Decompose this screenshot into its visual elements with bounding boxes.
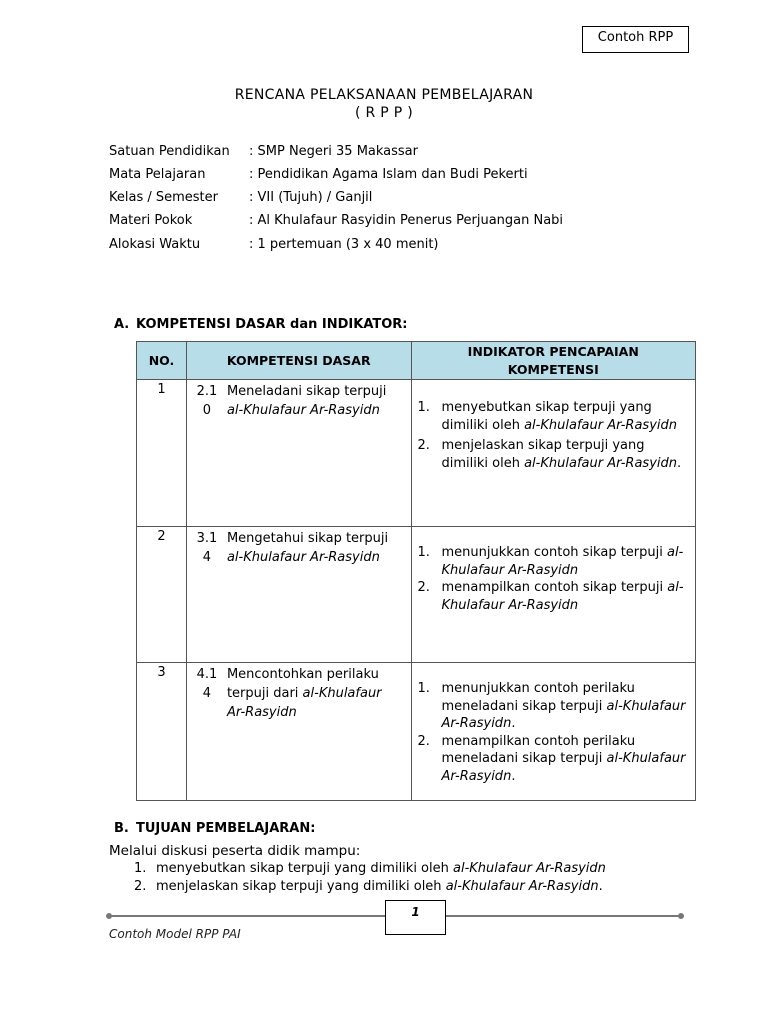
document-title: RENCANA PELAKSANAAN PEMBELAJARAN <box>234 87 534 103</box>
section-b-number: B. <box>114 821 129 836</box>
identity-value: : VII (Tujuh) / Ganjil <box>249 190 373 205</box>
kd-text: Mengetahui sikap terpuji al-Khulafaur Ar-Rasyidn <box>226 531 389 565</box>
identity-value: : SMP Negeri 35 Makassar <box>249 144 418 159</box>
section-b-intro: Melalui diskusi peserta didik mampu: <box>109 843 361 859</box>
header-indicator <box>411 342 695 380</box>
row-number: 2 <box>137 527 187 663</box>
identity-label: Materi Pokok <box>109 213 193 228</box>
kd-text: Meneladani sikap terpuji al-Khulafaur Ar-Rasyidn <box>226 384 387 418</box>
kd-code: 4.1 4 <box>196 667 218 701</box>
kd-code: 2.1 0 <box>196 384 218 418</box>
indicator-item: 1. menyebutkan sikap terpuji yang dimiliki oleh al-Khulafaur Ar-Rasyidn <box>417 400 677 433</box>
indicator-item: 1. menunjukkan contoh sikap terpuji al-Khulafaur Ar-Rasyidn <box>417 545 684 578</box>
identity-label: Mata Pelajaran <box>109 167 206 182</box>
section-b-title: TUJUAN PEMBELAJARAN: <box>136 821 316 836</box>
indicator-cell <box>411 380 695 527</box>
identity-label: Satuan Pendidikan <box>109 144 230 159</box>
kd-code: 3.1 4 <box>196 531 218 565</box>
table-row <box>137 380 696 527</box>
footer-text: Contoh Model RPP PAI <box>109 927 241 941</box>
header-no: NO. <box>137 342 187 380</box>
section-b-heading <box>114 821 315 836</box>
indicator-item: 2. menampilkan contoh perilaku meneladani sikap terpuji al-Khulafaur Ar-Rasyidn. <box>417 733 686 784</box>
objective-item: 2. menjelaskan sikap terpuji yang dimiliki oleh al-Khulafaur Ar-Rasyidn. <box>134 879 603 894</box>
objective-item: 1. menyebutkan sikap terpuji yang dimiliki oleh al-Khulafaur Ar-Rasyidn <box>134 861 606 876</box>
identity-label: Kelas / Semester <box>109 190 218 205</box>
kd-cell <box>186 663 411 801</box>
kd-cell <box>186 527 411 663</box>
section-a-number: A. <box>114 317 130 332</box>
kd-cell <box>186 380 411 527</box>
indicator-item: 2. menjelaskan sikap terpuji yang dimiliki oleh al-Khulafaur Ar-Rasyidn. <box>417 438 682 471</box>
identity-value: : Al Khulafaur Rasyidin Penerus Perjuangan Nabi <box>249 213 564 228</box>
identity-label: Alokasi Waktu <box>109 237 201 252</box>
indicator-cell <box>411 527 695 663</box>
document-tag: Contoh RPP <box>582 26 689 53</box>
table-header-row <box>137 342 696 380</box>
indicator-cell <box>411 663 695 801</box>
identity-value: : 1 pertemuan (3 x 40 menit) <box>249 237 439 252</box>
table-row <box>137 527 696 663</box>
footer-rule-left-dot <box>106 913 112 919</box>
competency-table <box>136 341 696 801</box>
header-kd: KOMPETENSI DASAR <box>186 342 411 380</box>
footer-rule-right-dot <box>678 913 684 919</box>
section-a-title: KOMPETENSI DASAR dan INDIKATOR: <box>136 317 408 332</box>
table-row <box>137 663 696 801</box>
indicator-item: 1. menunjukkan contoh perilaku meneladani sikap terpuji al-Khulafaur Ar-Rasyidn. <box>417 681 686 731</box>
kd-text: Mencontohkan perilaku terpuji dari al-Khulafaur Ar-Rasyidn <box>226 667 382 720</box>
section-a-heading <box>114 317 408 332</box>
objective-list <box>134 860 606 896</box>
row-number: 1 <box>137 380 187 527</box>
header-indicator-line2: KOMPETENSI <box>507 361 599 377</box>
page-number: 1 <box>385 900 446 935</box>
document-subtitle: ( R P P ) <box>354 105 414 121</box>
row-number: 3 <box>137 663 187 801</box>
header-indicator-line1: INDIKATOR PENCAPAIAN <box>467 343 639 359</box>
identity-value: : Pendidikan Agama Islam dan Budi Pekerti <box>249 167 528 182</box>
indicator-item: 2. menampilkan contoh sikap terpuji al-Khulafaur Ar-Rasyidn <box>417 580 684 613</box>
